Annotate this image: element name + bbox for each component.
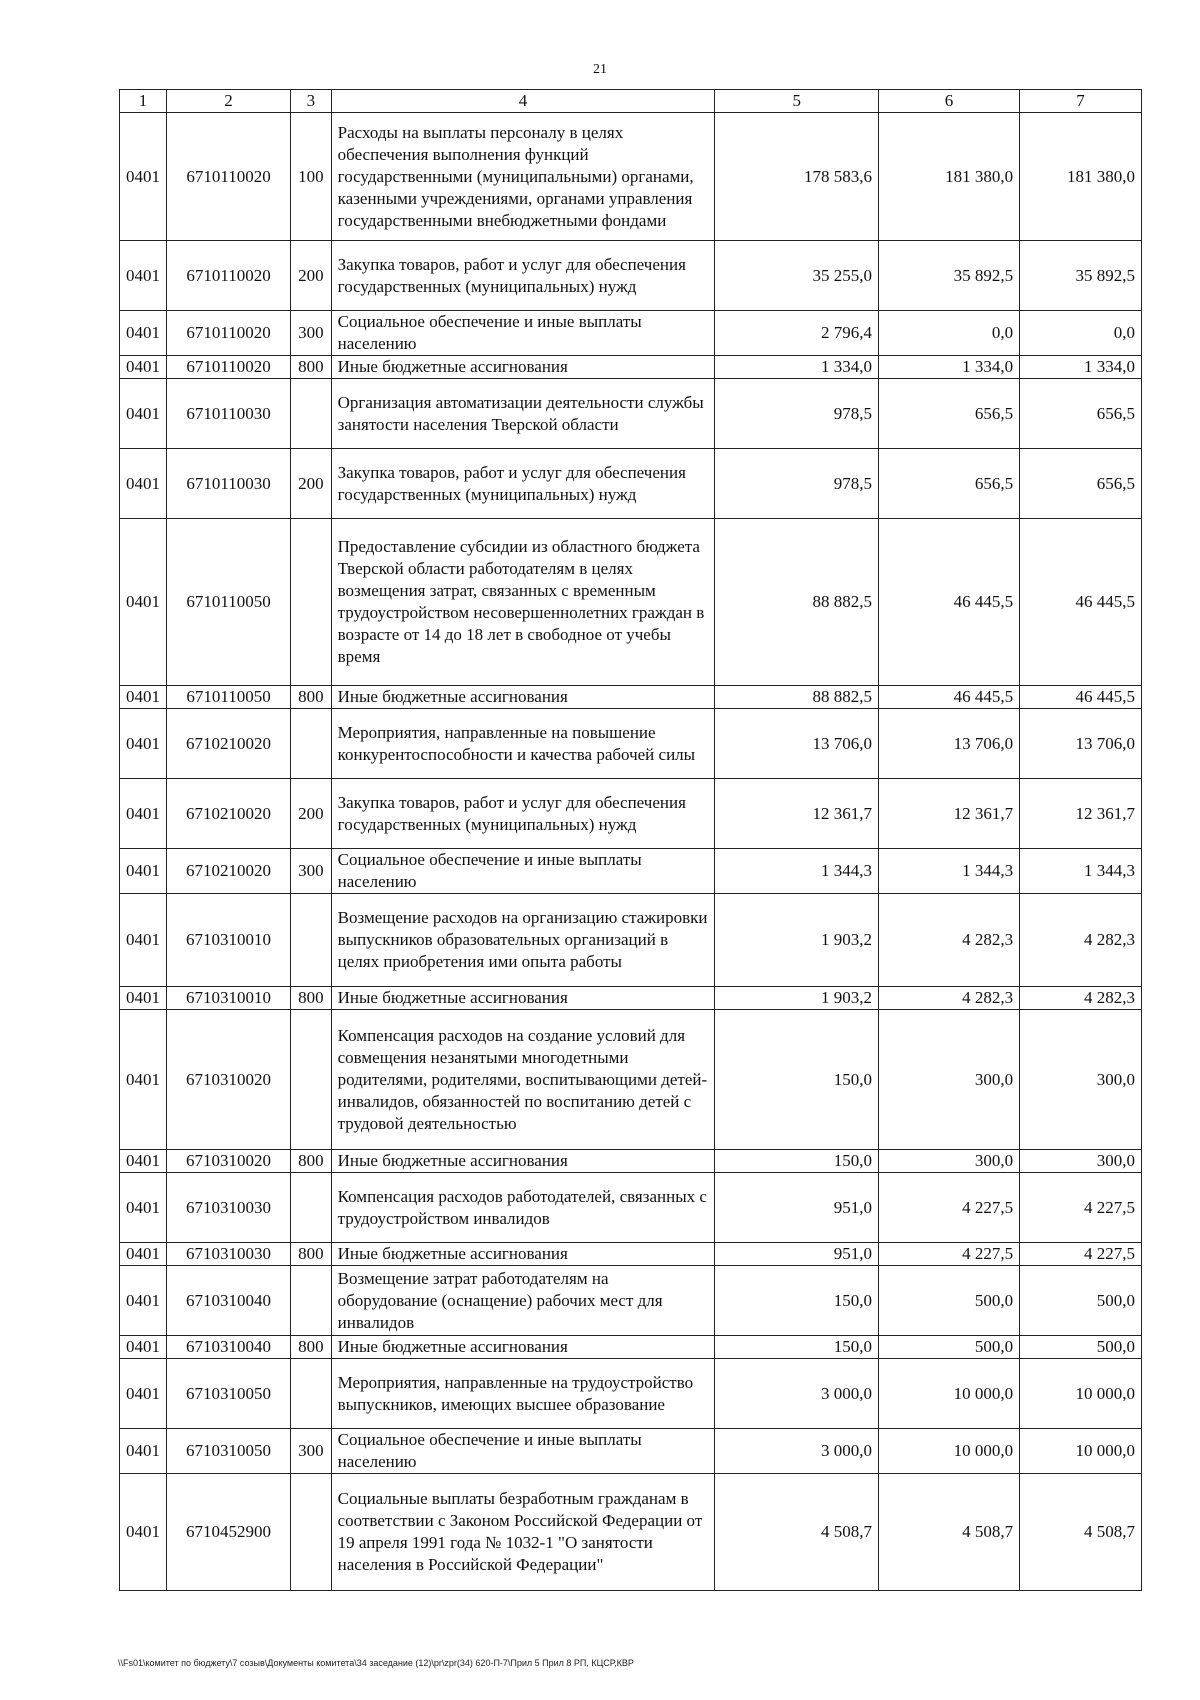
section-code-cell: 0401	[120, 709, 167, 779]
column-header: 5	[715, 90, 879, 113]
target-article-cell: 6710210020	[167, 849, 291, 894]
expense-type-cell	[291, 894, 332, 987]
table-row	[120, 1429, 1142, 1474]
expense-type-cell	[291, 1474, 332, 1591]
file-path-footer: \\Fs01\комитет по бюджету\7 созыв\Документы комитета\34 заседание (12)\pr\zpr(34) 620-П-7\Прил 5 Прил 8 РП, КЦСР,КВР	[118, 1658, 634, 1668]
section-code-cell: 0401	[120, 1010, 167, 1150]
amount-col7-cell: 1 344,3	[1020, 849, 1142, 894]
item-name-cell: Иные бюджетные ассигнования	[331, 1150, 715, 1173]
target-article-cell: 6710110020	[167, 241, 291, 311]
amount-col5-cell: 150,0	[715, 1150, 879, 1173]
section-code-cell: 0401	[120, 849, 167, 894]
target-article-cell: 6710110050	[167, 686, 291, 709]
section-code-cell: 0401	[120, 1429, 167, 1474]
target-article-cell: 6710110030	[167, 379, 291, 449]
amount-col6-cell: 500,0	[878, 1336, 1019, 1359]
column-header: 3	[291, 90, 332, 113]
section-code-cell: 0401	[120, 241, 167, 311]
target-article-cell: 6710110020	[167, 311, 291, 356]
table-row	[120, 379, 1142, 449]
column-header: 7	[1020, 90, 1142, 113]
amount-col5-cell: 88 882,5	[715, 686, 879, 709]
amount-col7-cell: 4 227,5	[1020, 1243, 1142, 1266]
expense-type-cell	[291, 1359, 332, 1429]
item-name-cell: Социальные выплаты безработным гражданам в соответствии с Законом Российской Федерации от 19 апреля 1991 года № 1032-1 "О занятости населения в Российской Федерации"	[331, 1474, 715, 1591]
item-name-cell: Мероприятия, направленные на повышение конкурентоспособности и качества рабочей силы	[331, 709, 715, 779]
amount-col7-cell: 13 706,0	[1020, 709, 1142, 779]
section-code-cell: 0401	[120, 779, 167, 849]
amount-col6-cell: 1 334,0	[878, 356, 1019, 379]
table-row	[120, 894, 1142, 987]
expense-type-cell	[291, 1266, 332, 1336]
item-name-cell: Закупка товаров, работ и услуг для обеспечения государственных (муниципальных) нужд	[331, 449, 715, 519]
budget-table	[119, 89, 1142, 1591]
expense-type-cell: 200	[291, 779, 332, 849]
target-article-cell: 6710110050	[167, 519, 291, 686]
amount-col5-cell: 978,5	[715, 449, 879, 519]
amount-col6-cell: 46 445,5	[878, 519, 1019, 686]
expense-type-cell: 300	[291, 311, 332, 356]
item-name-cell: Мероприятия, направленные на трудоустройство выпускников, имеющих высшее образование	[331, 1359, 715, 1429]
section-code-cell: 0401	[120, 356, 167, 379]
section-code-cell: 0401	[120, 894, 167, 987]
amount-col6-cell: 656,5	[878, 379, 1019, 449]
amount-col7-cell: 181 380,0	[1020, 113, 1142, 241]
section-code-cell: 0401	[120, 311, 167, 356]
expense-type-cell: 100	[291, 113, 332, 241]
table-row	[120, 1010, 1142, 1150]
section-code-cell: 0401	[120, 379, 167, 449]
section-code-cell: 0401	[120, 1243, 167, 1266]
amount-col5-cell: 951,0	[715, 1243, 879, 1266]
amount-col5-cell: 150,0	[715, 1266, 879, 1336]
amount-col7-cell: 500,0	[1020, 1266, 1142, 1336]
expense-type-cell: 800	[291, 686, 332, 709]
target-article-cell: 6710110020	[167, 113, 291, 241]
target-article-cell: 6710110020	[167, 356, 291, 379]
table-row	[120, 113, 1142, 241]
expense-type-cell: 800	[291, 356, 332, 379]
amount-col7-cell: 10 000,0	[1020, 1359, 1142, 1429]
item-name-cell: Социальное обеспечение и иные выплаты населению	[331, 849, 715, 894]
expense-type-cell	[291, 1173, 332, 1243]
table-row	[120, 709, 1142, 779]
amount-col5-cell: 951,0	[715, 1173, 879, 1243]
target-article-cell: 6710210020	[167, 779, 291, 849]
amount-col7-cell: 46 445,5	[1020, 686, 1142, 709]
expense-type-cell: 800	[291, 1150, 332, 1173]
table-row	[120, 1243, 1142, 1266]
table-row	[120, 449, 1142, 519]
table-row	[120, 1150, 1142, 1173]
table-row	[120, 686, 1142, 709]
target-article-cell: 6710310030	[167, 1243, 291, 1266]
item-name-cell: Закупка товаров, работ и услуг для обеспечения государственных (муниципальных) нужд	[331, 779, 715, 849]
target-article-cell: 6710310010	[167, 987, 291, 1010]
amount-col6-cell: 10 000,0	[878, 1359, 1019, 1429]
amount-col7-cell: 4 508,7	[1020, 1474, 1142, 1591]
amount-col5-cell: 150,0	[715, 1010, 879, 1150]
amount-col7-cell: 500,0	[1020, 1336, 1142, 1359]
amount-col5-cell: 12 361,7	[715, 779, 879, 849]
amount-col5-cell: 3 000,0	[715, 1429, 879, 1474]
amount-col6-cell: 300,0	[878, 1010, 1019, 1150]
expense-type-cell	[291, 1010, 332, 1150]
amount-col7-cell: 4 227,5	[1020, 1173, 1142, 1243]
item-name-cell: Возмещение расходов на организацию стажировки выпускников образовательных организаций в целях приобретения ими опыта работы	[331, 894, 715, 987]
column-header: 4	[331, 90, 715, 113]
section-code-cell: 0401	[120, 449, 167, 519]
table-row	[120, 1474, 1142, 1591]
expense-type-cell	[291, 519, 332, 686]
column-header: 2	[167, 90, 291, 113]
column-header: 1	[120, 90, 167, 113]
section-code-cell: 0401	[120, 1266, 167, 1336]
table-row	[120, 1359, 1142, 1429]
item-name-cell: Расходы на выплаты персоналу в целях обеспечения выполнения функций государственными (муниципальными) органами, казенными учреждениями, органами управления государственными внебюджетными фондами	[331, 113, 715, 241]
target-article-cell: 6710310050	[167, 1359, 291, 1429]
amount-col7-cell: 10 000,0	[1020, 1429, 1142, 1474]
item-name-cell: Возмещение затрат работодателям на оборудование (оснащение) рабочих мест для инвалидов	[331, 1266, 715, 1336]
section-code-cell: 0401	[120, 1336, 167, 1359]
amount-col6-cell: 46 445,5	[878, 686, 1019, 709]
expense-type-cell: 200	[291, 449, 332, 519]
target-article-cell: 6710310010	[167, 894, 291, 987]
section-code-cell: 0401	[120, 1173, 167, 1243]
item-name-cell: Иные бюджетные ассигнования	[331, 987, 715, 1010]
section-code-cell: 0401	[120, 113, 167, 241]
amount-col6-cell: 4 227,5	[878, 1173, 1019, 1243]
amount-col5-cell: 178 583,6	[715, 113, 879, 241]
column-header: 6	[878, 90, 1019, 113]
target-article-cell: 6710310050	[167, 1429, 291, 1474]
expense-type-cell: 300	[291, 849, 332, 894]
section-code-cell: 0401	[120, 519, 167, 686]
amount-col5-cell: 1 334,0	[715, 356, 879, 379]
amount-col7-cell: 300,0	[1020, 1010, 1142, 1150]
page-number: 21	[593, 62, 607, 77]
target-article-cell: 6710310040	[167, 1336, 291, 1359]
target-article-cell: 6710110030	[167, 449, 291, 519]
amount-col5-cell: 1 344,3	[715, 849, 879, 894]
amount-col7-cell: 300,0	[1020, 1150, 1142, 1173]
table-row	[120, 849, 1142, 894]
table-row	[120, 1336, 1142, 1359]
table-header-row	[120, 90, 1142, 113]
expense-type-cell: 800	[291, 1243, 332, 1266]
section-code-cell: 0401	[120, 686, 167, 709]
expense-type-cell	[291, 379, 332, 449]
amount-col7-cell: 0,0	[1020, 311, 1142, 356]
section-code-cell: 0401	[120, 987, 167, 1010]
amount-col6-cell: 4 508,7	[878, 1474, 1019, 1591]
amount-col5-cell: 1 903,2	[715, 894, 879, 987]
expense-type-cell: 200	[291, 241, 332, 311]
target-article-cell: 6710310030	[167, 1173, 291, 1243]
target-article-cell: 6710310020	[167, 1150, 291, 1173]
table-row	[120, 519, 1142, 686]
table-row	[120, 311, 1142, 356]
amount-col6-cell: 181 380,0	[878, 113, 1019, 241]
item-name-cell: Социальное обеспечение и иные выплаты населению	[331, 311, 715, 356]
amount-col6-cell: 500,0	[878, 1266, 1019, 1336]
target-article-cell: 6710310020	[167, 1010, 291, 1150]
amount-col6-cell: 300,0	[878, 1150, 1019, 1173]
table-row	[120, 241, 1142, 311]
amount-col6-cell: 4 282,3	[878, 987, 1019, 1010]
amount-col7-cell: 656,5	[1020, 449, 1142, 519]
amount-col5-cell: 88 882,5	[715, 519, 879, 686]
amount-col5-cell: 3 000,0	[715, 1359, 879, 1429]
amount-col7-cell: 46 445,5	[1020, 519, 1142, 686]
expense-type-cell: 300	[291, 1429, 332, 1474]
amount-col6-cell: 35 892,5	[878, 241, 1019, 311]
amount-col5-cell: 4 508,7	[715, 1474, 879, 1591]
amount-col5-cell: 978,5	[715, 379, 879, 449]
item-name-cell: Иные бюджетные ассигнования	[331, 686, 715, 709]
amount-col5-cell: 150,0	[715, 1336, 879, 1359]
expense-type-cell: 800	[291, 1336, 332, 1359]
expense-type-cell: 800	[291, 987, 332, 1010]
expense-type-cell	[291, 709, 332, 779]
amount-col7-cell: 12 361,7	[1020, 779, 1142, 849]
amount-col6-cell: 4 282,3	[878, 894, 1019, 987]
item-name-cell: Компенсация расходов на создание условий для совмещения незанятыми многодетными родителями, родителями, воспитывающими детей-инвалидов, обязанностей по воспитанию детей с трудовой деятельностью	[331, 1010, 715, 1150]
target-article-cell: 6710310040	[167, 1266, 291, 1336]
item-name-cell: Организация автоматизации деятельности службы занятости населения Тверской области	[331, 379, 715, 449]
section-code-cell: 0401	[120, 1474, 167, 1591]
amount-col6-cell: 656,5	[878, 449, 1019, 519]
item-name-cell: Иные бюджетные ассигнования	[331, 1243, 715, 1266]
amount-col7-cell: 1 334,0	[1020, 356, 1142, 379]
amount-col6-cell: 10 000,0	[878, 1429, 1019, 1474]
section-code-cell: 0401	[120, 1150, 167, 1173]
table-row	[120, 779, 1142, 849]
amount-col5-cell: 13 706,0	[715, 709, 879, 779]
item-name-cell: Компенсация расходов работодателей, связанных с трудоустройством инвалидов	[331, 1173, 715, 1243]
item-name-cell: Социальное обеспечение и иные выплаты населению	[331, 1429, 715, 1474]
amount-col5-cell: 2 796,4	[715, 311, 879, 356]
amount-col6-cell: 0,0	[878, 311, 1019, 356]
amount-col6-cell: 1 344,3	[878, 849, 1019, 894]
amount-col7-cell: 35 892,5	[1020, 241, 1142, 311]
item-name-cell: Иные бюджетные ассигнования	[331, 356, 715, 379]
amount-col7-cell: 4 282,3	[1020, 987, 1142, 1010]
item-name-cell: Закупка товаров, работ и услуг для обеспечения государственных (муниципальных) нужд	[331, 241, 715, 311]
amount-col6-cell: 4 227,5	[878, 1243, 1019, 1266]
amount-col7-cell: 4 282,3	[1020, 894, 1142, 987]
target-article-cell: 6710452900	[167, 1474, 291, 1591]
item-name-cell: Предоставление субсидии из областного бюджета Тверской области работодателям в целях возмещения затрат, связанных с временным трудоустройством несовершеннолетних граждан в возрасте от 14 до 18 лет в свободное от учебы время	[331, 519, 715, 686]
amount-col5-cell: 35 255,0	[715, 241, 879, 311]
amount-col5-cell: 1 903,2	[715, 987, 879, 1010]
item-name-cell: Иные бюджетные ассигнования	[331, 1336, 715, 1359]
table-row	[120, 1266, 1142, 1336]
table-row	[120, 356, 1142, 379]
table-row	[120, 987, 1142, 1010]
section-code-cell: 0401	[120, 1359, 167, 1429]
table-row	[120, 1173, 1142, 1243]
amount-col6-cell: 13 706,0	[878, 709, 1019, 779]
amount-col6-cell: 12 361,7	[878, 779, 1019, 849]
target-article-cell: 6710210020	[167, 709, 291, 779]
amount-col7-cell: 656,5	[1020, 379, 1142, 449]
